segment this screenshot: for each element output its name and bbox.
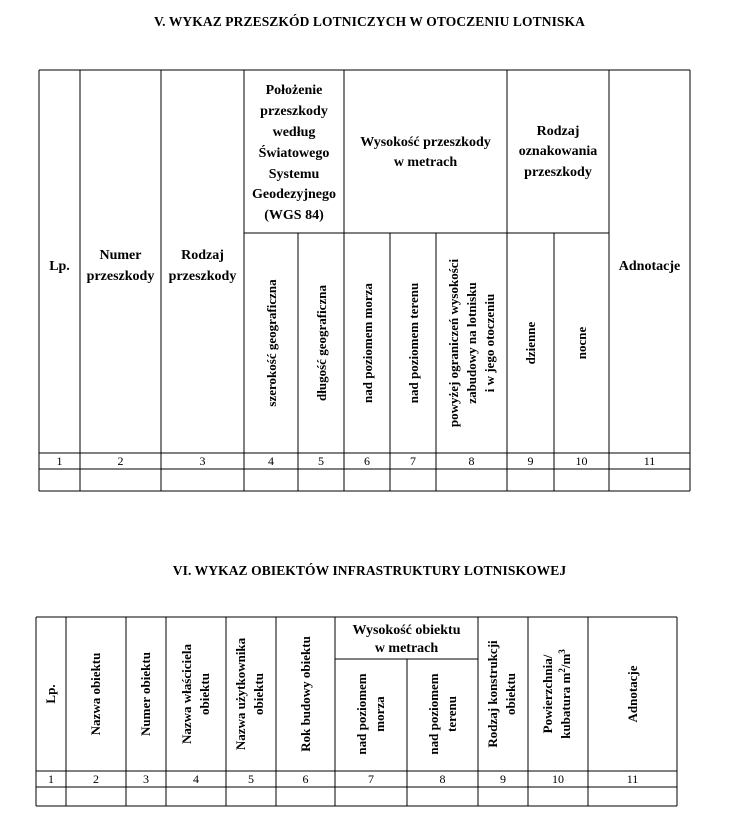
v-rodzaj-header-l1: Rodzaj bbox=[181, 248, 224, 263]
svg-text:6: 6 bbox=[302, 772, 309, 786]
svg-text:i w jego otoczeniu: i w jego otoczeniu bbox=[482, 293, 497, 393]
v-lp-header: Lp. bbox=[49, 259, 70, 274]
svg-text:zabudowy na lotnisku: zabudowy na lotnisku bbox=[464, 282, 479, 404]
vi-nad-morza-header bbox=[354, 673, 387, 754]
v-adnotacje-header: Adnotacje bbox=[618, 259, 681, 274]
section-v-title: V. WYKAZ PRZESZKÓD LOTNICZYCH W OTOCZENIU LOTNISKA bbox=[154, 14, 585, 29]
v-numer-header-l1: Numer bbox=[99, 248, 142, 263]
svg-text:obiektu: obiektu bbox=[503, 673, 518, 715]
svg-text:8: 8 bbox=[468, 454, 475, 468]
svg-text:nad poziomem: nad poziomem bbox=[426, 673, 441, 755]
vi-rok-header: Rok budowy obiektu bbox=[298, 636, 313, 752]
svg-text:2: 2 bbox=[117, 454, 124, 468]
svg-text:Nazwa właściciela: Nazwa właściciela bbox=[179, 643, 194, 745]
svg-text:terenu: terenu bbox=[444, 696, 459, 732]
svg-text:11: 11 bbox=[643, 454, 656, 468]
svg-text:Światowego: Światowego bbox=[258, 146, 330, 161]
svg-text:kubatura m2/m3: kubatura $m^2/m^3$ bbox=[557, 649, 573, 739]
infrastructure-table bbox=[36, 617, 677, 806]
section-vi-title: VI. WYKAZ OBIEKTÓW INFRASTRUKTURY LOTNISKOWEJ bbox=[172, 563, 567, 578]
v-powyzej-header bbox=[446, 258, 497, 427]
v-polozenie-header bbox=[252, 83, 336, 223]
v-column-numbers bbox=[57, 454, 656, 468]
svg-text:1: 1 bbox=[56, 454, 63, 468]
vi-wysokosc-header-l2: w metrach bbox=[374, 641, 439, 656]
vi-lp-header: Lp. bbox=[43, 684, 58, 704]
svg-text:Położenie: Położenie bbox=[265, 83, 323, 98]
vi-konstrukcja-header bbox=[485, 640, 518, 748]
svg-text:2: 2 bbox=[93, 772, 99, 786]
svg-text:(WGS 84): (WGS 84) bbox=[264, 208, 324, 223]
vi-adnotacje-header: Adnotacje bbox=[625, 665, 640, 723]
svg-text:według: według bbox=[272, 125, 316, 140]
svg-text:7: 7 bbox=[410, 454, 416, 468]
v-wysokosc-header-l2: w metrach bbox=[393, 155, 458, 170]
svg-text:9: 9 bbox=[527, 454, 534, 468]
svg-text:4: 4 bbox=[268, 454, 274, 468]
v-nad-terenu-header: nad poziomem terenu bbox=[406, 282, 421, 404]
vi-wlasciciel-header bbox=[179, 644, 212, 745]
vi-nad-terenu-header bbox=[426, 673, 459, 754]
svg-text:3: 3 bbox=[143, 772, 149, 786]
svg-text:przeszkody: przeszkody bbox=[260, 104, 328, 119]
svg-text:3: 3 bbox=[199, 454, 206, 468]
svg-text:Geodezyjnego: Geodezyjnego bbox=[252, 187, 336, 202]
svg-text:7: 7 bbox=[368, 772, 374, 786]
svg-text:Powierzchnia/: Powierzchnia/ bbox=[540, 654, 555, 734]
svg-text:10: 10 bbox=[552, 772, 564, 786]
vi-nazwa-header: Nazwa obiektu bbox=[88, 652, 103, 736]
vi-powierzchnia-header bbox=[540, 649, 573, 739]
svg-text:obiektu: obiektu bbox=[251, 673, 266, 715]
svg-text:5: 5 bbox=[248, 772, 254, 786]
svg-text:5: 5 bbox=[318, 454, 324, 468]
v-oznakowanie-header-l2: oznakowania bbox=[518, 144, 598, 159]
svg-text:nad poziomem: nad poziomem bbox=[354, 673, 369, 755]
svg-text:obiektu: obiektu bbox=[197, 673, 212, 715]
svg-text:8: 8 bbox=[439, 772, 446, 786]
v-szerokosc-header: szerokość geograficzna bbox=[264, 279, 279, 407]
svg-text:9: 9 bbox=[500, 772, 506, 786]
svg-text:Nazwa użytkownika: Nazwa użytkownika bbox=[233, 637, 248, 751]
v-wysokosc-header-l1: Wysokość przeszkody bbox=[360, 135, 491, 150]
svg-text:10: 10 bbox=[575, 454, 588, 468]
v-dlugosc-header: długość geograficzna bbox=[314, 285, 329, 401]
v-oznakowanie-header-l3: przeszkody bbox=[524, 165, 592, 180]
v-rodzaj-header-l2: przeszkody bbox=[168, 269, 237, 284]
svg-text:powyżej ograniczeń wysokości: powyżej ograniczeń wysokości bbox=[446, 258, 461, 428]
svg-text:Rodzaj konstrukcji: Rodzaj konstrukcji bbox=[485, 640, 500, 748]
svg-text:6: 6 bbox=[364, 454, 370, 468]
svg-text:1: 1 bbox=[48, 772, 54, 786]
vi-column-numbers bbox=[48, 772, 638, 786]
vi-numer-header: Numer obiektu bbox=[138, 652, 153, 736]
v-nocne-header: nocne bbox=[574, 326, 589, 360]
svg-text:11: 11 bbox=[626, 772, 639, 786]
v-dzienne-header: dzienne bbox=[523, 321, 538, 365]
vi-uzytkownik-header bbox=[233, 637, 266, 750]
v-oznakowanie-header-l1: Rodzaj bbox=[536, 124, 580, 139]
v-numer-header-l2: przeszkody bbox=[86, 269, 155, 284]
svg-text:4: 4 bbox=[193, 772, 199, 786]
svg-text:morza: morza bbox=[372, 696, 387, 732]
svg-text:Systemu: Systemu bbox=[268, 167, 320, 182]
vi-wysokosc-header-l1: Wysokość obiektu bbox=[352, 623, 461, 638]
v-nad-morza-header: nad poziomem morza bbox=[360, 283, 375, 403]
